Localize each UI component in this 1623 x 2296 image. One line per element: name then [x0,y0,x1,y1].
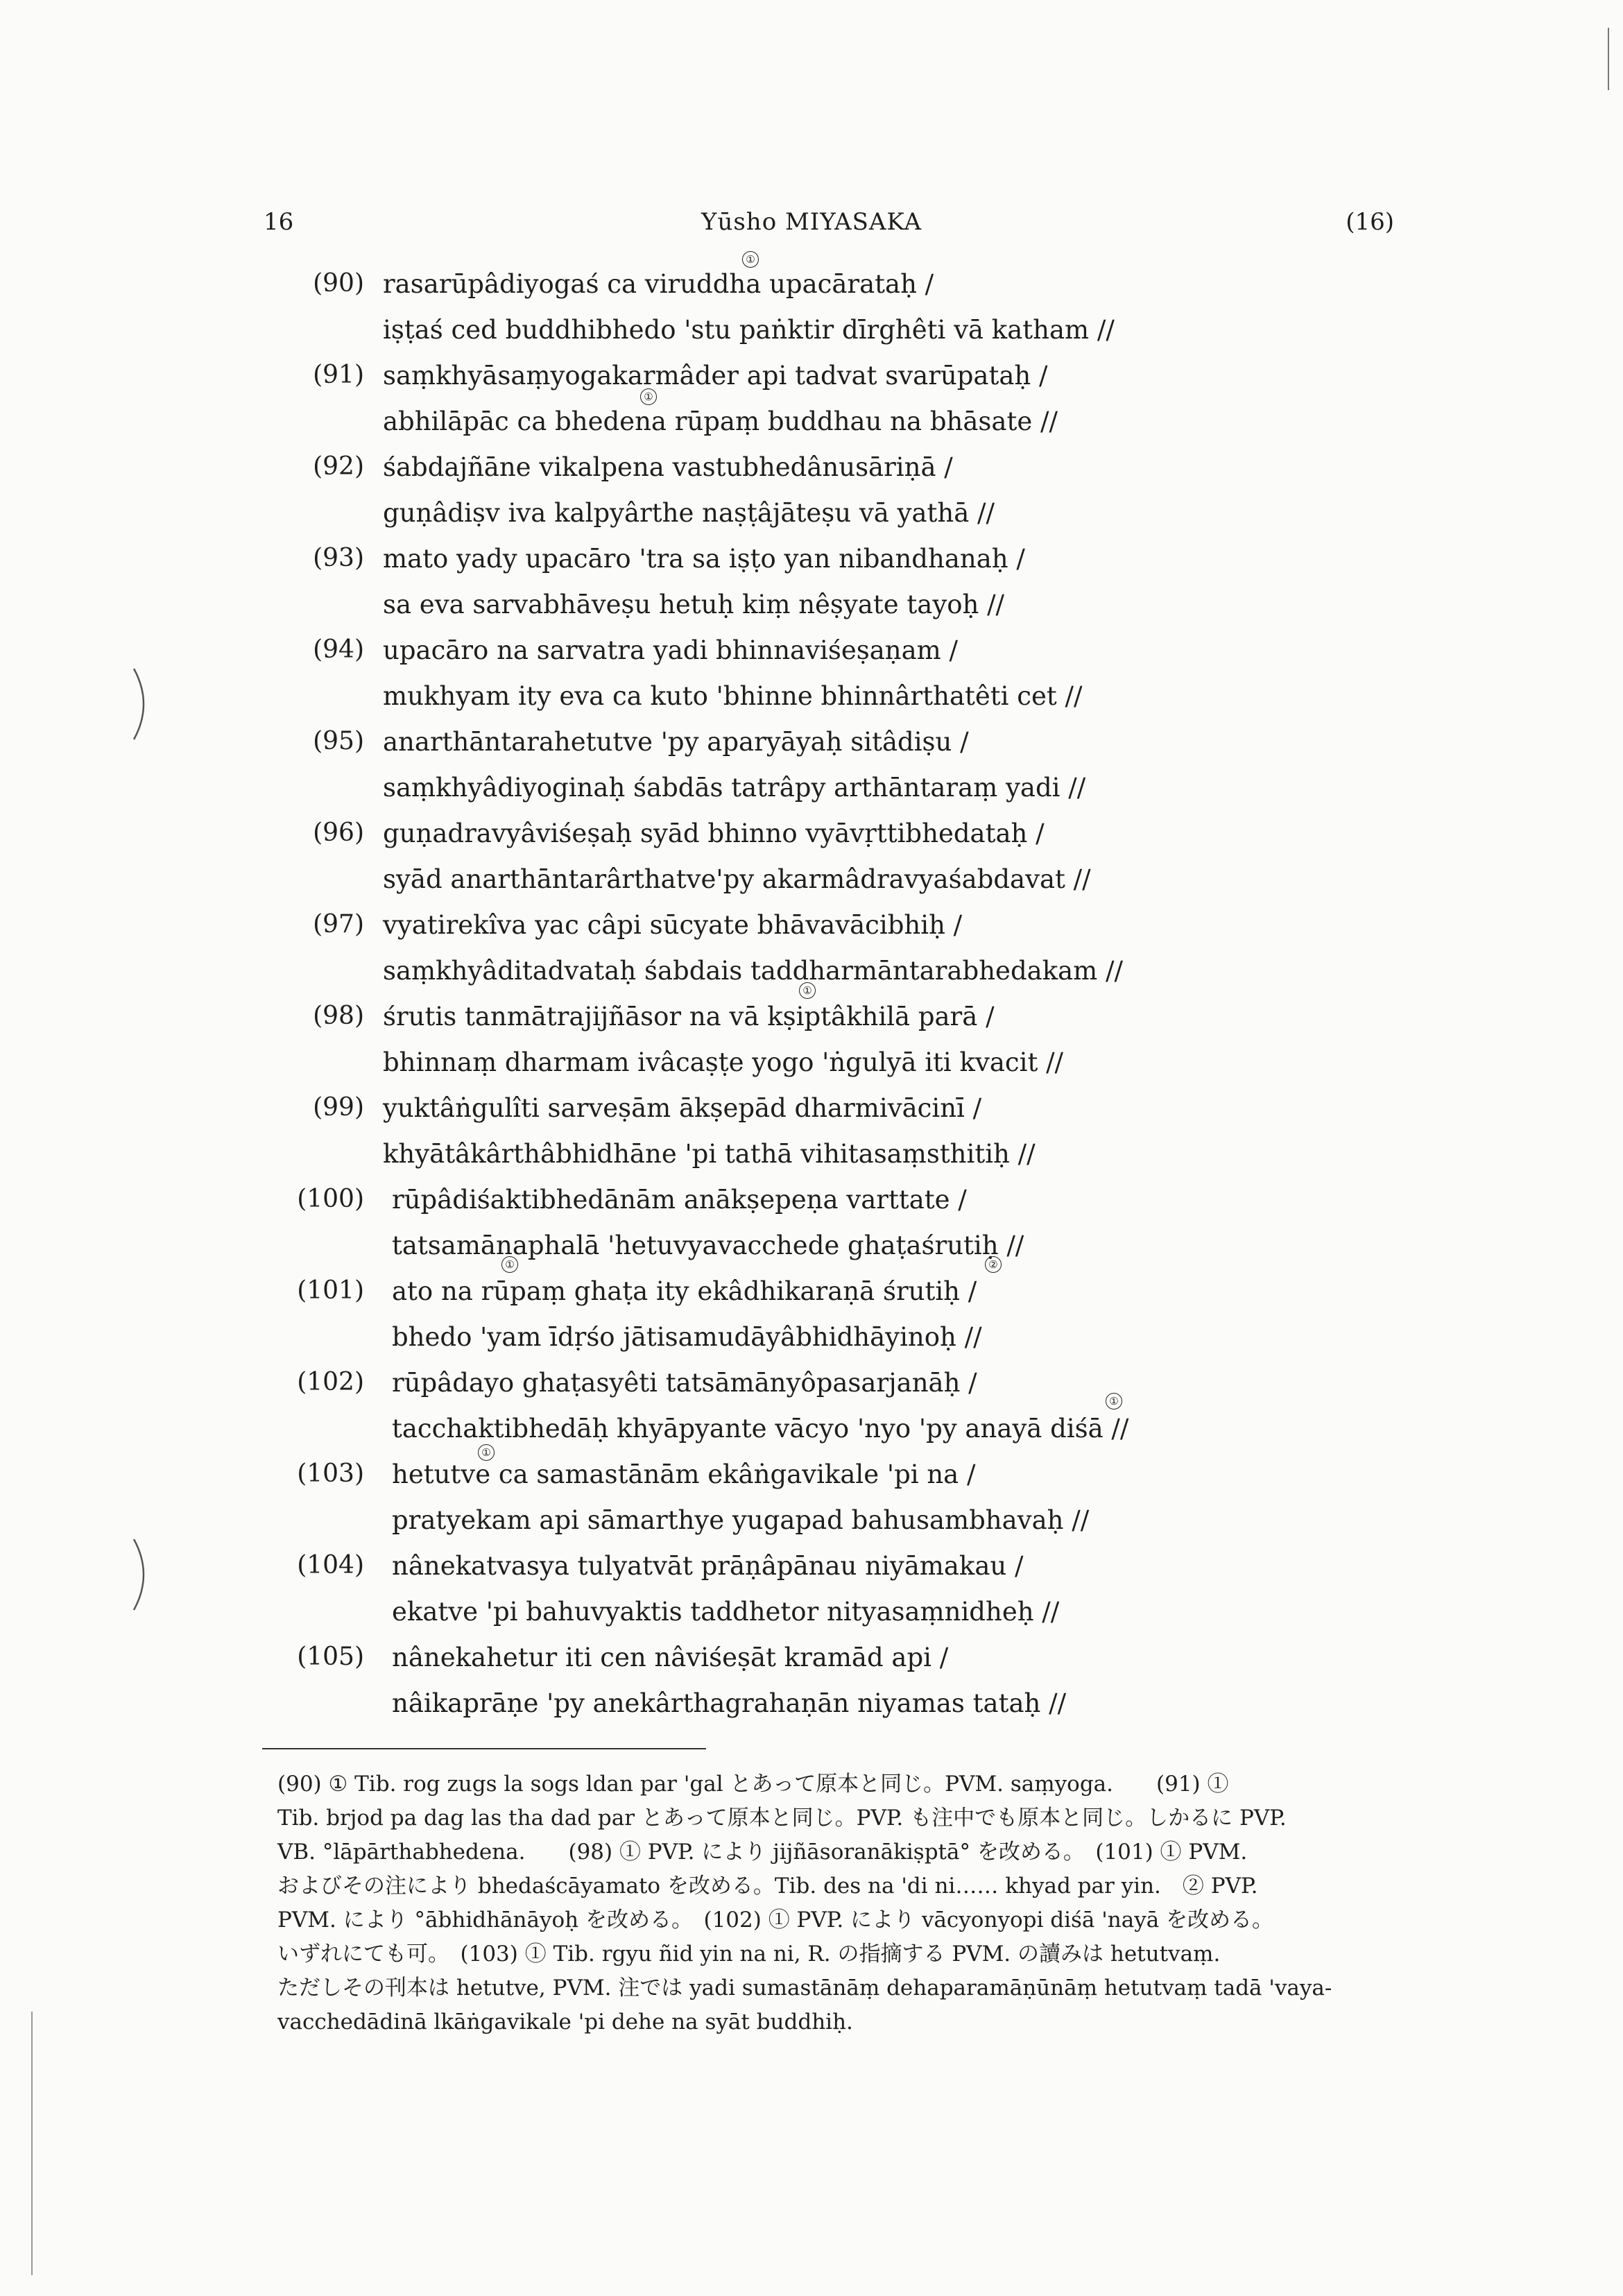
verse-104 [0,1545,1623,1637]
scan-edge-mark [1608,28,1609,90]
verse-101 [0,1271,1623,1362]
verse-number: (101) [297,1276,364,1305]
verse-number: (105) [297,1643,364,1671]
page-number: 16 [264,208,294,236]
verse-98 [0,996,1623,1088]
verse-line: tatsamānaphalā 'hetuvyavacchede ghaṭaśrutiḥ // [392,1231,1024,1260]
footnote-ref-mark: ① [501,1256,518,1273]
margin-bracket-icon [128,1536,156,1613]
verse-100 [0,1179,1623,1271]
footnote-line: およびその注により bhedaścāyamato を改める。Tib. des na 'di ni…… khyad par yin. ② PVP. [277,1874,1258,1899]
verse-97 [0,905,1623,996]
verse-102 [0,1362,1623,1454]
verse-number: (104) [297,1551,364,1579]
verse-line: iṣṭaś ced buddhibhedo 'stu paṅktir dīrghêti vā katham // [383,315,1115,345]
verse-line: ekatve 'pi bahuvyaktis taddhetor nityasaṃnidheḥ // [392,1597,1060,1627]
verse-line: guṇadravyâviśeṣaḥ syād bhinno vyāvṛttibhedataḥ / [383,819,1045,848]
verse-number: (103) [297,1459,364,1488]
footnote-line: Tib. brjod pa dag las tha dad par とあって原本と同じ。PVP. も注中でも原本と同じ。しかるに PVP. [277,1806,1287,1831]
footnote-ref-mark: ① [742,251,759,268]
footnote-line: vacchedādinā lkāṅgavikale 'pi dehe na syāt buddhiḥ. [277,2010,853,2034]
verse-line: pratyekam api sāmarthye yugapad bahusambhavaḥ // [392,1505,1090,1535]
verse-number: (102) [297,1368,364,1396]
margin-bracket-icon [128,666,156,742]
verse-line: rūpâdiśaktibhedānām anākṣepeṇa varttate / [392,1185,967,1215]
verse-90 [0,264,1623,355]
footnote-line: PVM. により °ābhidhānāyoḥ を改める。 (102) ① PVP. により vācyonyopi diśā 'nayā を改める。 [277,1908,1274,1933]
verse-line: guṇâdiṣv iva kalpyârthe naṣṭâjāteṣu vā yathā // [383,498,995,528]
scan-edge-mark [31,2012,33,2275]
verse-103 [0,1454,1623,1545]
verse-line: abhilāpāc ca bhedena rūpaṃ buddhau na bhāsate // [383,406,1058,436]
verse-number: (98) [313,1002,364,1030]
verse-94 [0,630,1623,721]
verse-line: śrutis tanmātrajijñāsor na vā kṣiptâkhilā parā / [383,1002,995,1031]
verse-93 [0,538,1623,630]
verse-line: nânekahetur iti cen nâviśeṣāt kramād api / [392,1643,949,1672]
verse-line: rūpâdayo ghaṭasyêti tatsāmānyôpasarjanāḥ / [392,1368,977,1398]
verse-number: (96) [313,819,364,847]
verse-line: hetutve ca samastānām ekâṅgavikale 'pi na / [392,1459,976,1489]
verse-line: nâikaprāṇe 'py anekârthagrahaṇān niyamas tataḥ // [392,1688,1067,1718]
page-label: (16) [1346,208,1394,236]
verse-92 [0,447,1623,538]
verse-line: yuktâṅgulîti sarveṣām ākṣepād dharmivācinī / [383,1093,982,1123]
footnote-line: VB. °lāpārthabhedena. (98) ① PVP. により jijñāsoranākiṣptā° を改める。 (101) ① PVM. [277,1840,1248,1865]
verse-number: (91) [313,361,364,389]
verse-96 [0,813,1623,905]
verse-number: (93) [313,544,364,572]
footnote-rule [262,1748,706,1749]
verse-number: (100) [297,1185,364,1213]
verse-line: vyatirekîva yac câpi sūcyate bhāvavācibhiḥ / [383,910,963,940]
footnote-ref-mark: ① [640,388,657,405]
verse-number: (92) [313,452,364,481]
verse-line: syād anarthāntarârthatve'py akarmâdravyaśabdavat // [383,864,1091,894]
verse-number: (99) [313,1093,364,1122]
verse-number: (90) [313,269,364,298]
verse-number: (95) [313,727,364,755]
verse-line: saṃkhyāsaṃyogakarmâder api tadvat svarūpataḥ / [383,361,1048,391]
verse-line: tacchaktibhedāḥ khyāpyante vācyo 'nyo 'py anayā diśā // [392,1414,1129,1443]
footnote-ref-mark: ① [799,982,816,999]
verse-91 [0,355,1623,447]
footnote-ref-mark: ① [478,1444,495,1461]
running-title: Yūsho MIYASAKA [701,208,922,236]
footnotes [277,1767,1457,2039]
verse-line: sa eva sarvabhāveṣu hetuḥ kiṃ nêṣyate tayoḥ // [383,590,1005,619]
verse-line: bhinnaṃ dharmam ivâcaṣṭe yogo 'ṅgulyā iti kvacit // [383,1047,1064,1077]
verse-105 [0,1637,1623,1729]
footnote-line: ただしその刊本は hetutve, PVM. 注では yadi sumastānāṃ dehaparamāṇūnāṃ hetutvaṃ tadā 'vaya- [277,1976,1332,2001]
verse-95 [0,721,1623,813]
verse-line: upacāro na sarvatra yadi bhinnaviśeṣaṇam / [383,635,958,665]
footnote-ref-mark: ① [1106,1393,1122,1410]
verse-line: saṃkhyâditadvataḥ śabdais taddharmāntarabhedakam // [383,956,1123,986]
verse-line: rasarūpâdiyogaś ca viruddha upacārataḥ / [383,269,934,299]
verse-line: nânekatvasya tulyatvāt prāṇâpānau niyāmakau / [392,1551,1024,1581]
footnote-line: いずれにても可。 (103) ① Tib. rgyu ñid yin na ni, R. の指摘する PVM. の讀みは hetutvaṃ. [277,1942,1221,1967]
verse-line: anarthāntarahetutve 'py aparyāyaḥ sitâdiṣu / [383,727,969,757]
footnote-ref-mark: ② [985,1256,1002,1273]
verse-line: saṃkhyâdiyoginaḥ śabdās tatrâpy arthāntaraṃ yadi // [383,773,1086,803]
verse-line: bhedo 'yam īdṛśo jātisamudāyâbhidhāyinoḥ // [392,1322,982,1352]
verse-line: khyātâkârthâbhidhāne 'pi tathā vihitasaṃsthitiḥ // [383,1139,1036,1169]
verse-99 [0,1088,1623,1179]
footnote-line: (90) ① Tib. rog zugs la sogs ldan par 'gal とあって原本と同じ。PVM. saṃyoga. (91) ① [277,1772,1229,1797]
verse-line: mukhyam ity eva ca kuto 'bhinne bhinnârthatêti cet // [383,681,1083,711]
verse-line: ato na rūpaṃ ghaṭa ity ekâdhikaraṇā śrutiḥ / [392,1276,977,1306]
verse-line: mato yady upacāro 'tra sa iṣṭo yan nibandhanaḥ / [383,544,1025,574]
verse-number: (94) [313,635,364,664]
verse-number: (97) [313,910,364,939]
verse-line: śabdajñāne vikalpena vastubhedânusāriṇā / [383,452,953,482]
